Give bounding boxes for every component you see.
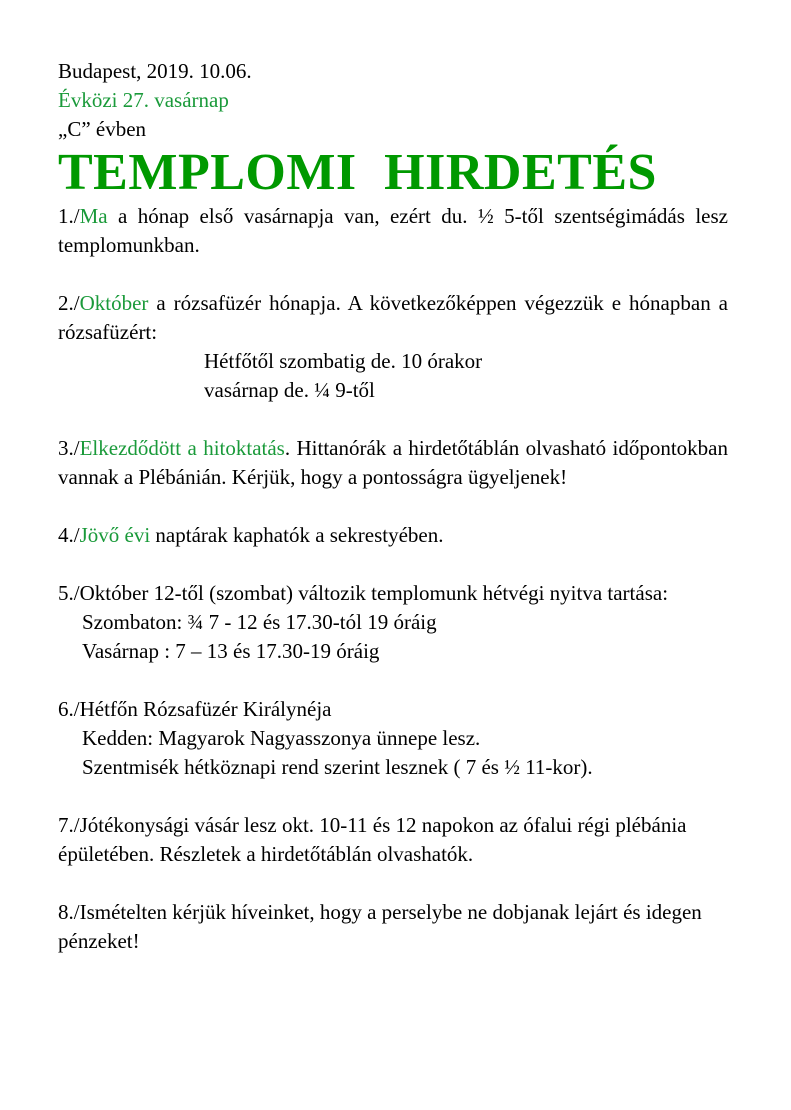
announcement-text: Hétfőn Rózsafüzér Királynéja — [79, 697, 332, 721]
announcement-highlight: Elkezdődött a hitoktatás — [79, 436, 285, 460]
announcement-number: 8./ — [58, 900, 80, 924]
saturday-hours: Szombaton: ¾ 7 - 12 és 17.30-tól 19 óráig — [82, 610, 437, 634]
announcement-7 — [58, 811, 728, 869]
announcement-text: a rózsafüzér hónapja. A következőképpen végezzük e hónapban a rózsafüzért: — [58, 291, 728, 344]
sunday-hours: Vasárnap : 7 – 13 és 17.30-19 óráig — [82, 639, 380, 663]
liturgical-year: „C” évben — [58, 117, 147, 141]
announcement-6 — [58, 695, 728, 724]
announcement-number: 2./ — [58, 291, 80, 315]
announcement-text: a hónap első vasárnapja van, ezért du. ½ 5-től szentségimádás lesz templomunkban. — [58, 204, 728, 257]
announcement-number: 1./ — [58, 204, 80, 228]
rosary-sunday-time: vasárnap de. ¼ 9-től — [204, 378, 375, 402]
announcement-4 — [58, 521, 728, 550]
announcement-highlight: Jövő évi — [79, 523, 151, 547]
announcement-number: 3./ — [58, 436, 80, 460]
announcement-number: 5./ — [58, 581, 80, 605]
liturgical-sunday: Évközi 27. vasárnap — [58, 88, 229, 112]
announcement-document — [58, 57, 728, 956]
mass-schedule: Szentmisék hétköznapi rend szerint lesznek ( 7 és ½ 11-kor). — [82, 755, 593, 779]
announcement-highlight: Október — [79, 291, 149, 315]
announcement-8 — [58, 898, 728, 956]
announcement-text: . Hittanórák a hirdetőtáblán olvasható időpontokban vannak a Plébánián. Kérjük, hogy a pontosságra ügyeljenek! — [58, 436, 728, 489]
announcement-3 — [58, 434, 728, 492]
announcement-5 — [58, 579, 728, 608]
announcement-number: 4./ — [58, 523, 80, 547]
announcement-number: 7./ — [58, 813, 80, 837]
date-line: Budapest, 2019. 10.06. — [58, 59, 252, 83]
announcement-text: Október 12-től (szombat) változik templomunk hétvégi nyitva tartása: — [79, 581, 669, 605]
announcement-1 — [58, 202, 728, 260]
announcement-text: Ismételten kérjük híveinket, hogy a perselybe ne dobjanak lejárt és idegen pénzeket! — [58, 900, 702, 953]
announcement-2 — [58, 289, 728, 347]
announcement-text: Jótékonysági vásár lesz okt. 10-11 és 12 napokon az ófalui régi plébánia épületében. Részletek a hirdetőtáblán olvashatók. — [58, 813, 687, 866]
tuesday-feast: Kedden: Magyarok Nagyasszonya ünnepe lesz. — [82, 726, 481, 750]
announcement-text: naptárak kaphatók a sekrestyében. — [150, 523, 444, 547]
announcement-highlight: Ma — [79, 204, 108, 228]
announcement-number: 6./ — [58, 697, 80, 721]
page-title: TEMPLOMI HIRDETÉS — [58, 144, 657, 201]
rosary-weekday-time: Hétfőtől szombatig de. 10 órakor — [204, 349, 483, 373]
